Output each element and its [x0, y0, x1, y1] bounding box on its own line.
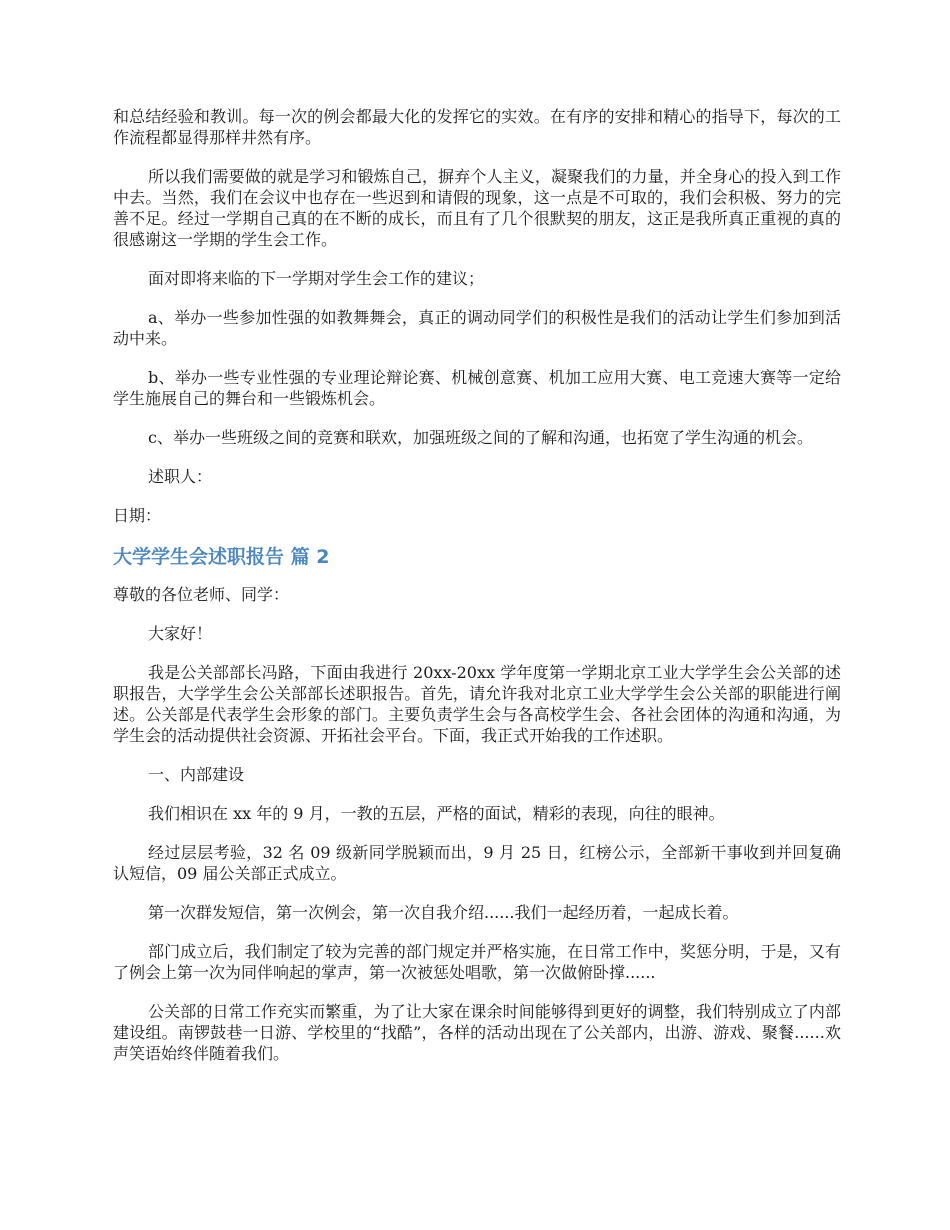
document-body	[113, 106, 841, 1082]
section-bottom	[113, 584, 841, 1064]
paragraph: 述职人：	[148, 467, 213, 486]
paragraph: 公关部的日常工作充实而繁重，为了让大家在课余时间能够得到更好的调整，我们特别成立了内部建设组。南锣鼓巷一日游、学校里的“找酷”，各样的活动出现在了公关部内，出游、游戏、聚餐......欢声笑语始终伴随着我们。	[113, 1002, 841, 1063]
paragraph: 经过层层考验，32 名 09 级新同学脱颖而出，9 月 25 日，红榜公示，全部新干事收到并回复确认短信，09 届公关部正式成立。	[113, 843, 841, 883]
paragraph: 我是公关部部长冯路，下面由我进行 20xx-20xx 学年度第一学期北京工业大学学生会公关部的述职报告，大学学生会公关部部长述职报告。首先，请允许我对北京工业大学学生会公关部的职能进行阐述。公关部是代表学生会形象的部门。主要负责学生会与各高校学生会、各社会团体的沟通和沟通，为学生会的活动提供社会资源、开拓社会平台。下面，我正式开始我的工作述职。	[113, 663, 841, 745]
paragraph: a、举办一些参加性强的如教舞舞会，真正的调动同学们的积极性是我们的活动让学生们参加到活动中来。	[113, 308, 841, 348]
paragraph: 第一次群发短信，第一次例会，第一次自我介绍......我们一起经历着，一起成长着。	[148, 903, 739, 922]
paragraph: 部门成立后，我们制定了较为完善的部门规定并严格实施，在日常工作中，奖惩分明，于是，又有了例会上第一次为同伴响起的掌声，第一次被惩处唱歌，第一次做俯卧撑......	[113, 942, 841, 982]
paragraph: 大家好！	[148, 624, 213, 643]
paragraph: 尊敬的各位老师、同学：	[113, 585, 290, 604]
paragraph: 和总结经验和教训。每一次的例会都最大化的发挥它的实效。在有序的安排和精心的指导下，每次的工作流程都显得那样井然有序。	[113, 107, 841, 147]
paragraph: 所以我们需要做的就是学习和锻炼自己，摒弃个人主义，凝聚我们的力量，并全身心的投入到工作中去。当然，我们在会议中也存在一些迟到和请假的现象，这一点是不可取的，我们会积极、努力的完善不足。经过一学期自己真的在不断的成长，而且有了几个很默契的朋友，这正是我所真正重视的真的很感谢这一学期的学生会工作。	[113, 167, 841, 249]
section-top	[113, 106, 841, 526]
paragraph: 面对即将来临的下一学期对学生会工作的建议；	[148, 269, 485, 288]
paragraph: c、举办一些班级之间的竞赛和联欢，加强班级之间的了解和沟通，也拓宽了学生沟通的机会。	[148, 428, 813, 447]
paragraph: 我们相识在 xx 年的 9 月，一教的五层，严格的面试，精彩的表现，向往的眼神。	[148, 804, 725, 823]
paragraph: 一、内部建设	[148, 765, 245, 784]
paragraph: b、举办一些专业性强的专业理论辩论赛、机械创意赛、机加工应用大赛、电工竞速大赛等一定给学生施展自己的舞台和一些锻炼机会。	[113, 368, 841, 408]
section-heading: 大学学生会述职报告 篇 2	[113, 546, 330, 568]
paragraph: 日期：	[113, 506, 162, 525]
